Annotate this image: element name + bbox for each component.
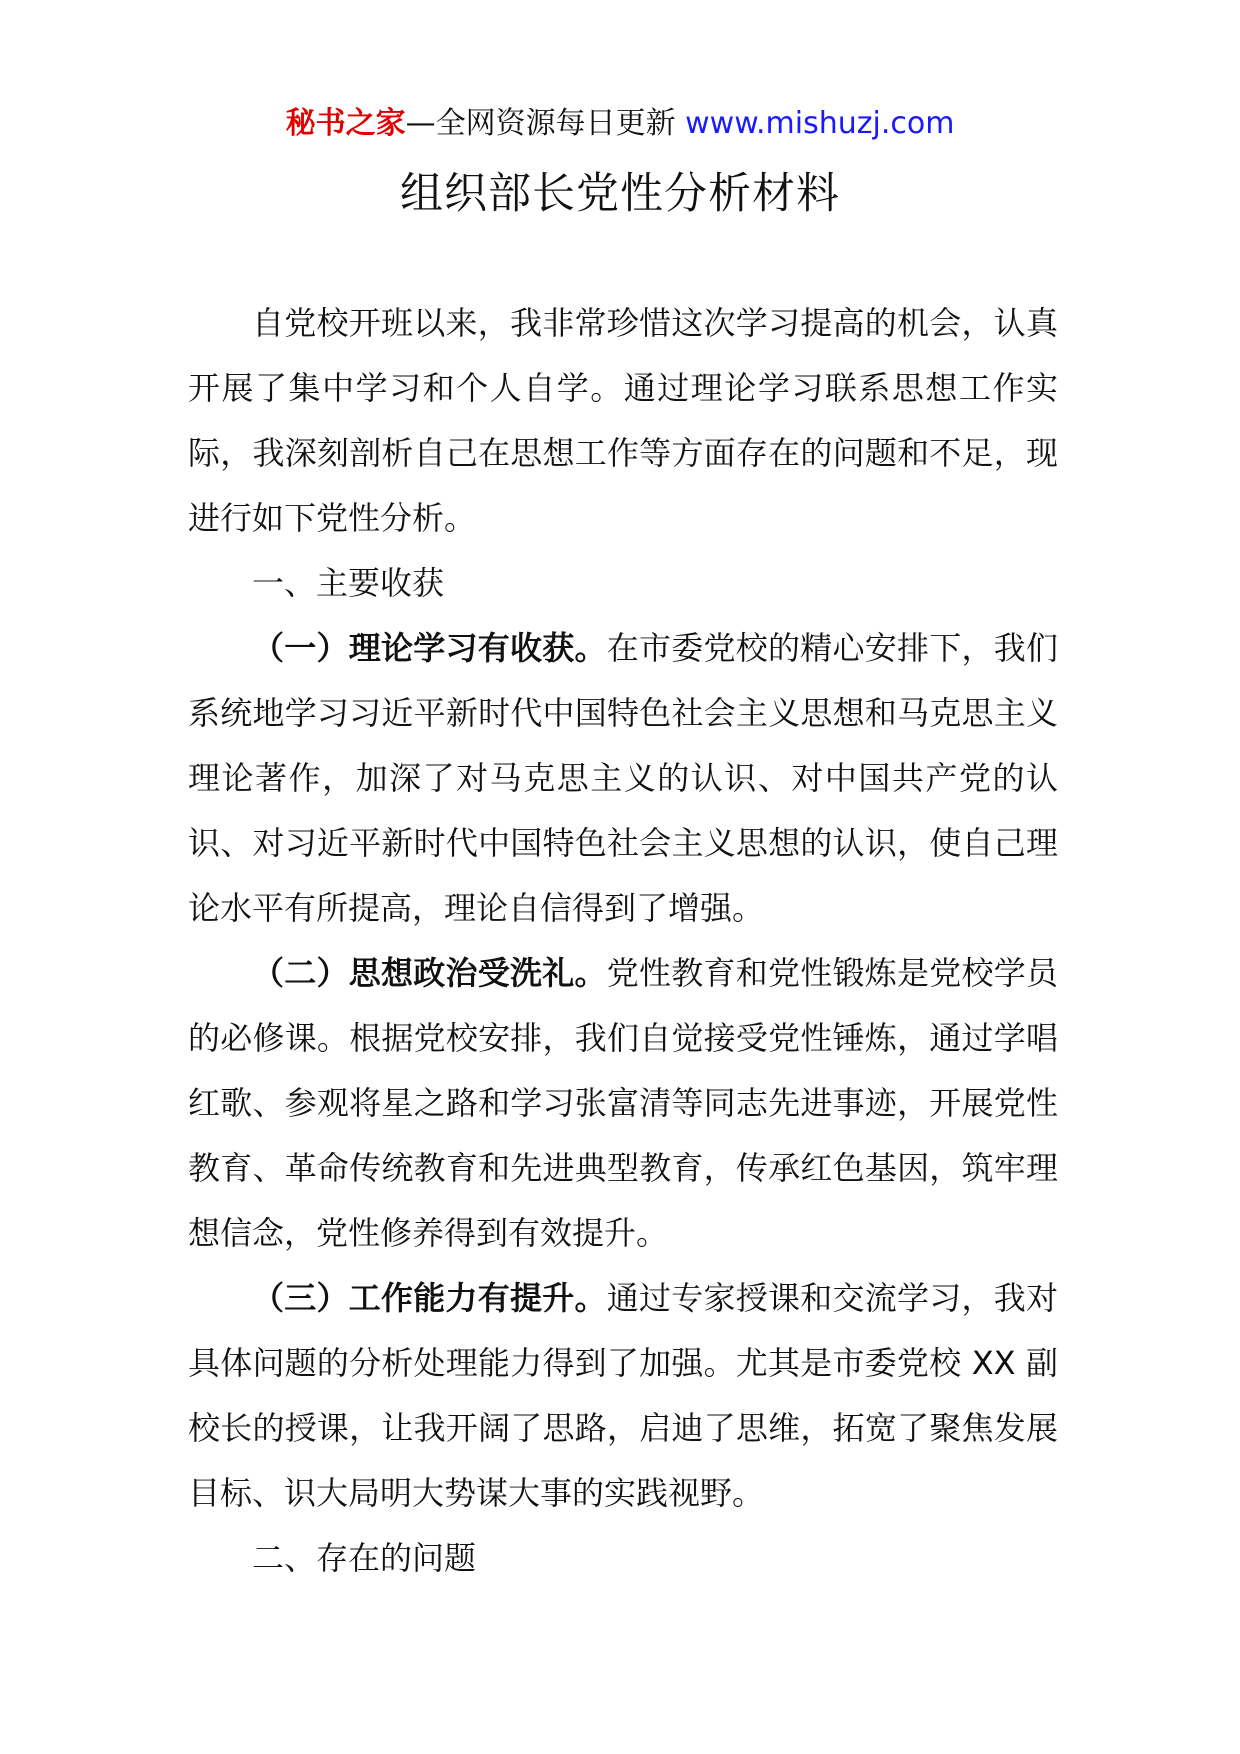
document-title: 组织部长党性分析材料: [400, 169, 840, 219]
gain-item-ability: [188, 1266, 1058, 1526]
gain-item-text: 在市委党校的精心安排下，我们系统地学习习近平新时代中国特色社会主义思想和马克思主义理论著作，加深了对马克思主义的认识、对中国共产党的认识、对习近平新时代中国特色社会主义思想的认识，使自己理论水平有所提高，理论自信得到了增强。: [188, 629, 1058, 927]
gain-item-lead: （二）思想政治受洗礼。: [252, 954, 607, 992]
site-slogan: —全网资源每日更新: [405, 106, 676, 141]
section-heading-gains: 一、主要收获: [252, 564, 445, 602]
gain-item-lead: （三）工作能力有提升。: [252, 1279, 607, 1317]
site-url-link[interactable]: www.mishuzj.com: [685, 106, 955, 141]
document-body: [188, 291, 1058, 1591]
gain-item-text: 党性教育和党性锻炼是党校学员的必修课。根据党校安排，我们自觉接受党性锤炼，通过学唱红歌、参观将星之路和学习张富清等同志先进事迹，开展党性教育、革命传统教育和先进典型教育，传承红色基因，筑牢理想信念，党性修养得到有效提升。: [188, 954, 1058, 1252]
gain-item-ideology: [188, 941, 1058, 1266]
gain-item-theory: [188, 616, 1058, 941]
gain-item-text: 通过专家授课和交流学习，我对具体问题的分析处理能力得到了加强。尤其是市委党校 XX 副校长的授课，让我开阔了思路，启迪了思维，拓宽了聚焦发展目标、识大局明大势谋大事的实践视野。: [188, 1279, 1058, 1512]
site-brand: 秘书之家: [285, 106, 406, 141]
intro-paragraph: 自党校开班以来，我非常珍惜这次学习提高的机会，认真开展了集中学习和个人自学。通过理论学习联系思想工作实际，我深刻剖析自己在思想工作等方面存在的问题和不足，现进行如下党性分析。: [188, 304, 1058, 537]
section-heading-problems: 二、存在的问题: [252, 1539, 477, 1577]
site-header: [0, 104, 1240, 144]
gain-item-lead: （一）理论学习有收获。: [252, 629, 607, 667]
